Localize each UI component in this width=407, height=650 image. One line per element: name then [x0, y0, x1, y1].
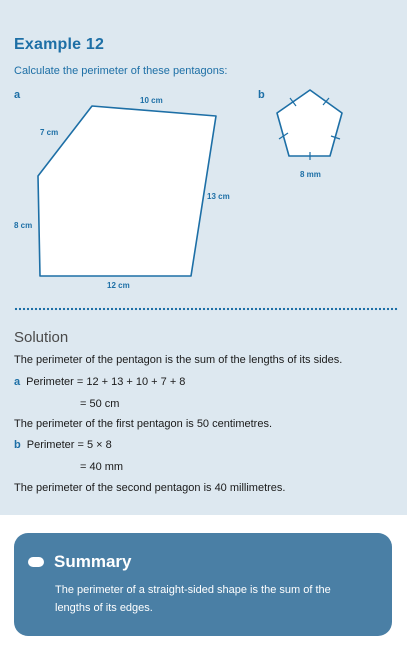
- solution-b-label: b: [14, 439, 21, 451]
- solution-b-equation: Perimeter = 5 × 8: [26, 439, 112, 451]
- solution-title: Solution: [14, 329, 69, 346]
- summary-bullet-icon: [28, 557, 44, 567]
- solution-a-result: = 50 cm: [80, 398, 120, 410]
- summary-box: [14, 533, 392, 636]
- label-upper-left-side: 7 cm: [40, 128, 59, 137]
- solution-a-equation: Perimeter = 12 + 13 + 10 + 7 + 8: [26, 376, 186, 388]
- label-bottom-side: 12 cm: [107, 281, 130, 290]
- label-pentagon-b-side: 8 mm: [300, 170, 321, 179]
- solution-b-result: = 40 mm: [80, 461, 124, 473]
- solution-b-conclusion: The perimeter of the second pentagon is 40 millimetres.: [14, 482, 286, 494]
- pentagon-a: [38, 106, 216, 276]
- label-top-side: 10 cm: [140, 96, 163, 105]
- solution-a-line1: [14, 376, 185, 388]
- summary-text: The perimeter of a straight-sided shape is the sum of the lengths of its edges.: [55, 584, 331, 614]
- label-left-side: 8 cm: [14, 221, 33, 230]
- solution-a-label: a: [14, 376, 21, 388]
- solution-b-line1: [14, 439, 112, 451]
- solution-a-conclusion: The perimeter of the first pentagon is 50 centimetres.: [14, 418, 273, 430]
- label-right-side: 13 cm: [207, 192, 230, 201]
- pentagon-b: [277, 90, 342, 156]
- dotted-divider: [14, 307, 398, 311]
- part-b-letter: b: [258, 89, 265, 101]
- solution-intro: The perimeter of the pentagon is the sum of the lengths of its sides.: [14, 354, 343, 366]
- example-title: Example 12: [14, 36, 105, 53]
- example-prompt: Calculate the perimeter of these pentagons:: [14, 65, 228, 77]
- summary-title: Summary: [54, 552, 132, 571]
- part-a-letter: a: [14, 89, 21, 101]
- pentagon-figures: [0, 0, 407, 300]
